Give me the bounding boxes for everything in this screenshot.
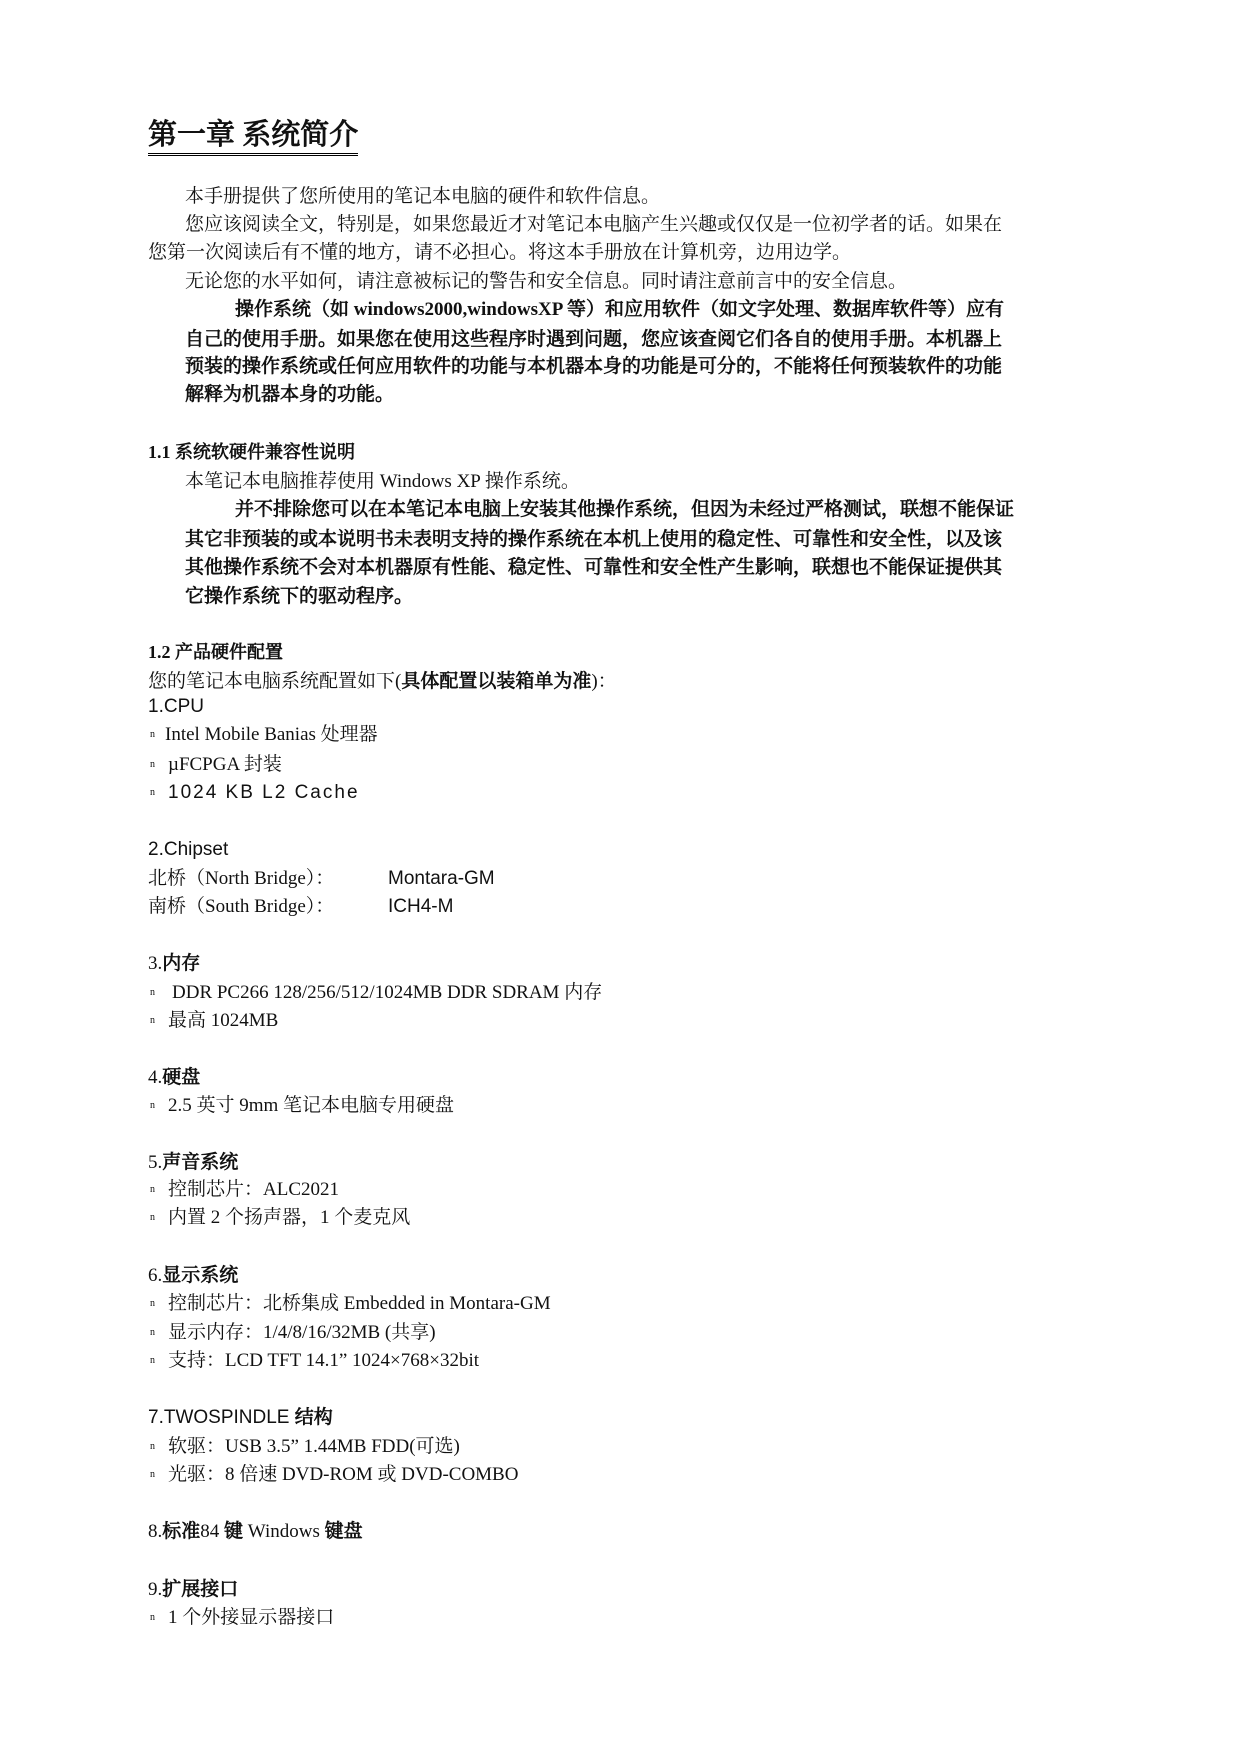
bullet-icon: n — [150, 1100, 155, 1111]
keyboard-title: 8.标准84 键 Windows 键盘 — [148, 1521, 363, 1542]
list-item: 控制芯片：北桥集成 Embedded in Montara-GM — [168, 1293, 551, 1314]
spindle-title: 7.TWOSPINDLE 结构 — [148, 1407, 333, 1428]
bullet-icon: n — [150, 759, 155, 770]
audio-title: 5.声音系统 — [148, 1152, 239, 1173]
cpu-title: 1.CPU — [148, 696, 204, 717]
list-item: DDR PC266 128/256/512/1024MB DDR SDRAM 内存 — [172, 982, 603, 1003]
bullet-icon: n — [150, 1355, 155, 1366]
bullet-icon: n — [150, 1298, 155, 1309]
bullet-icon: n — [150, 787, 155, 798]
bullet-icon: n — [150, 1212, 155, 1223]
hdd-title: 4.硬盘 — [148, 1067, 201, 1088]
section-1-1-bold-line: 其它非预装的或本说明书未表明支持的操作系统在本机上使用的稳定性、可靠性和安全性，以及该 — [185, 529, 1003, 550]
memory-title: 3.内存 — [148, 953, 201, 974]
list-item: 控制芯片：ALC2021 — [168, 1179, 340, 1200]
section-1-1-text: 本笔记本电脑推荐使用 Windows XP 操作系统。 — [185, 471, 580, 492]
bullet-icon: n — [150, 1015, 155, 1026]
list-item: 2.5 英寸 9mm 笔记本电脑专用硬盘 — [168, 1095, 455, 1116]
list-item: 显示内存：1/4/8/16/32MB (共享) — [168, 1322, 436, 1343]
south-bridge-label: 南桥（South Bridge）： — [148, 896, 335, 917]
list-item: Intel Mobile Banias 处理器 — [165, 724, 378, 745]
section-1-1-bold-line: 其他操作系统不会对本机器原有性能、稳定性、可靠性和安全性产生影响，联想也不能保证提供其 — [185, 557, 1003, 578]
intro-bold-line: 操作系统（如 windows2000,windowsXP 等）和应用软件（如文字处理、数据库软件等）应有 — [235, 299, 1005, 320]
intro-bold-line: 自己的使用手册。如果您在使用这些程序时遇到问题，您应该查阅它们各自的使用手册。本机器上 — [185, 329, 1003, 350]
list-item: 光驱：8 倍速 DVD-ROM 或 DVD-COMBO — [168, 1464, 519, 1485]
intro-bold-line: 解释为机器本身的功能。 — [185, 384, 395, 405]
list-item: µFCPGA 封装 — [168, 754, 282, 775]
list-item: 1 个外接显示器接口 — [168, 1607, 335, 1628]
north-bridge-value: Montara-GM — [388, 868, 495, 889]
intro-line: 您应该阅读全文，特别是，如果您最近才对笔记本电脑产生兴趣或仅仅是一位初学者的话。如果在 — [185, 214, 1003, 235]
list-item: 最高 1024MB — [168, 1010, 279, 1031]
section-1-2-title: 1.2 产品硬件配置 — [148, 642, 283, 662]
section-1-1-bold-line: 它操作系统下的驱动程序。 — [185, 586, 414, 607]
intro-bold-line: 预装的操作系统或任何应用软件的功能与本机器本身的功能是可分的，不能将任何预装软件的功能 — [185, 356, 1003, 377]
display-title: 6.显示系统 — [148, 1265, 239, 1286]
ports-title: 9.扩展接口 — [148, 1579, 239, 1600]
north-bridge-label: 北桥（North Bridge）： — [148, 868, 335, 889]
list-item: 支持：LCD TFT 14.1” 1024×768×32bit — [168, 1350, 480, 1371]
chipset-title: 2.Chipset — [148, 839, 229, 860]
bullet-icon: n — [150, 1469, 155, 1480]
intro-line: 本手册提供了您所使用的笔记本电脑的硬件和软件信息。 — [185, 186, 661, 207]
intro-line: 您第一次阅读后有不懂的地方，请不必担心。将这本手册放在计算机旁，边用边学。 — [148, 242, 852, 263]
south-bridge-value: ICH4-M — [388, 896, 454, 917]
bullet-icon: n — [150, 1327, 155, 1338]
intro-line: 无论您的水平如何，请注意被标记的警告和安全信息。同时请注意前言中的安全信息。 — [185, 271, 908, 292]
bullet-icon: n — [150, 1441, 155, 1452]
bullet-icon: n — [150, 987, 155, 998]
bullet-icon: n — [150, 1184, 155, 1195]
list-item: 软驱：USB 3.5” 1.44MB FDD(可选) — [168, 1436, 460, 1457]
section-1-1-title: 1.1 系统软硬件兼容性说明 — [148, 442, 355, 462]
config-intro: 您的笔记本电脑系统配置如下(具体配置以装箱单为准)： — [148, 671, 617, 692]
bullet-icon: n — [150, 1612, 155, 1623]
list-item: 内置 2 个扬声器，1 个麦克风 — [168, 1207, 411, 1228]
bullet-icon: n — [150, 729, 155, 740]
list-item: 1024 KB L2 Cache — [168, 782, 360, 803]
chapter-title: 第一章 系统简介 — [148, 118, 358, 156]
section-1-1-bold-line: 并不排除您可以在本笔记本电脑上安装其他操作系统，但因为未经过严格测试，联想不能保证 — [235, 499, 1015, 520]
